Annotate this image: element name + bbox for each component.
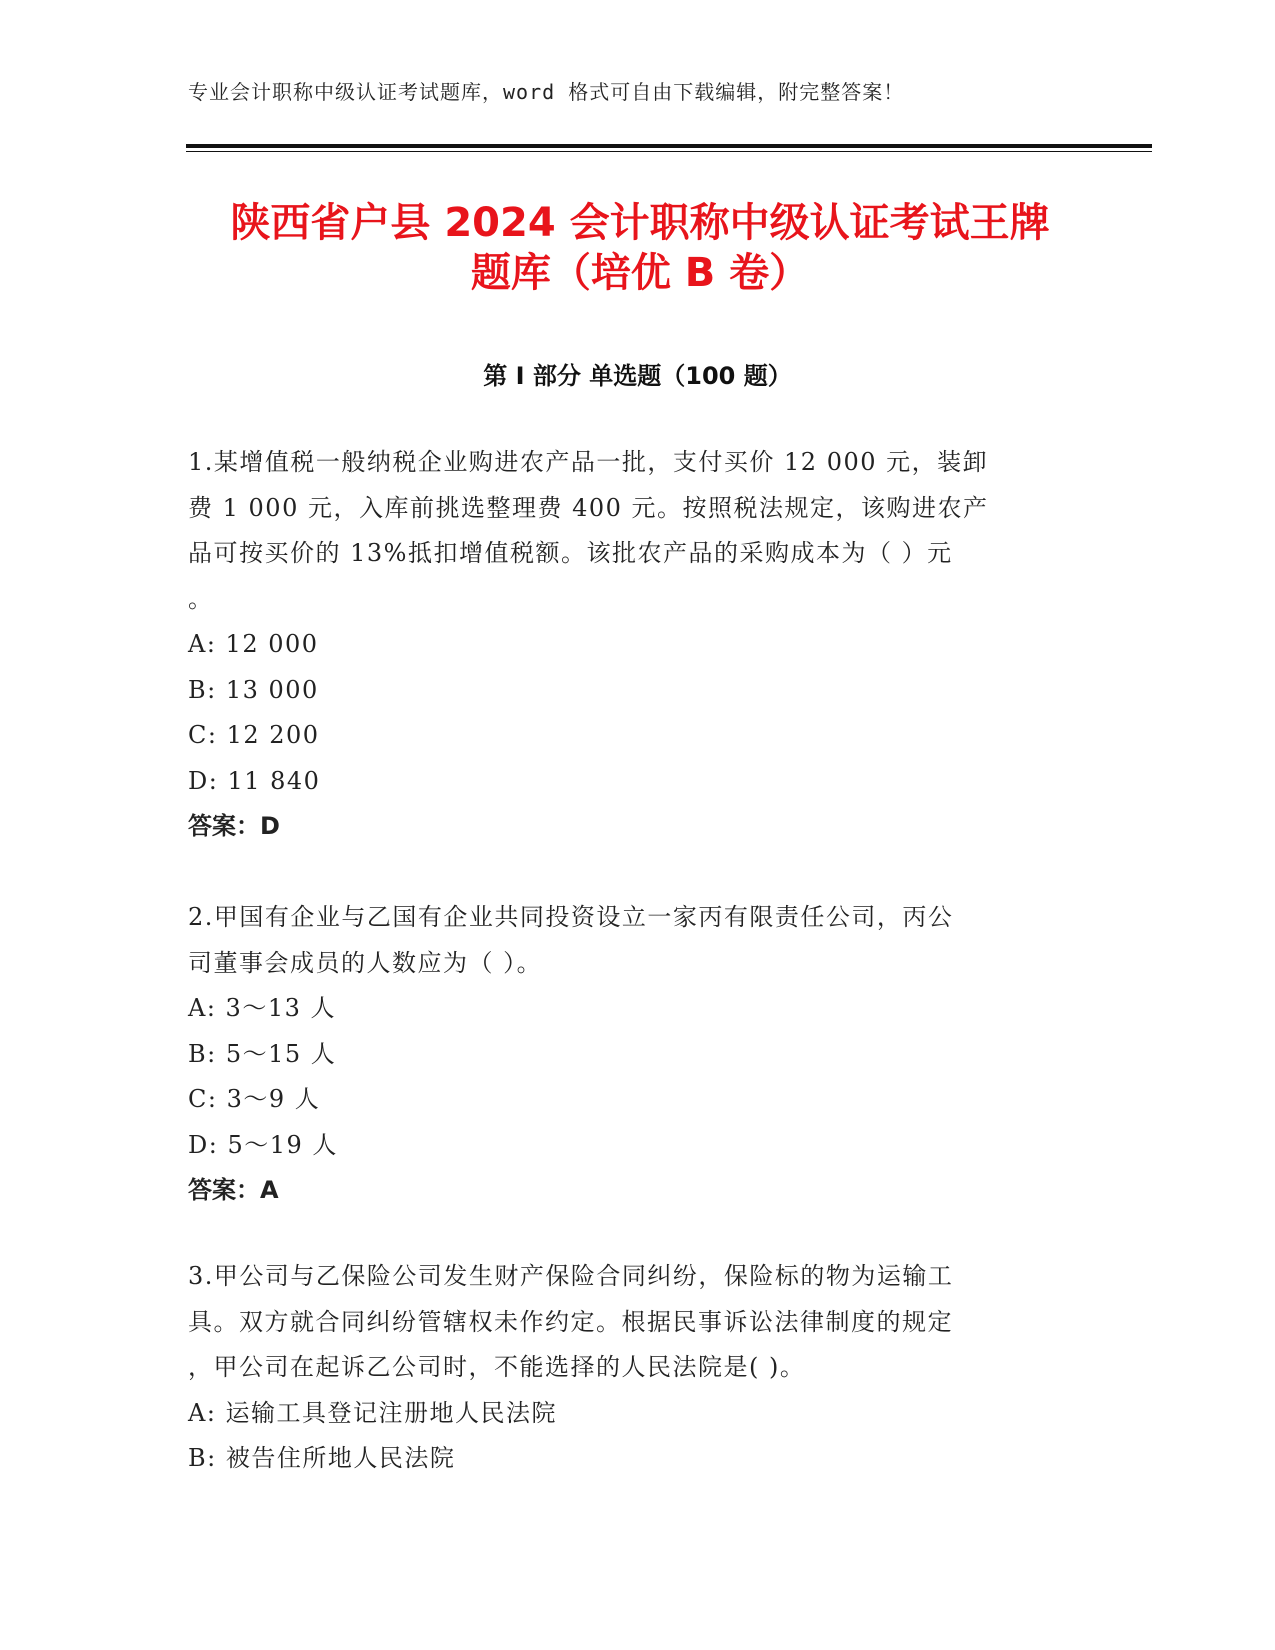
question-stem xyxy=(188,1254,1088,1391)
document-title-line-1: 陕西省户县 2024 会计职称中级认证考试王牌 xyxy=(230,200,1050,246)
answer: 答案：A xyxy=(188,1176,279,1204)
question-stem-line: 具。双方就合同纠纷管辖权未作约定。根据民事诉讼法律制度的规定 xyxy=(188,1307,953,1336)
header-rule-thin xyxy=(186,151,1152,152)
question-stem-line: 司董事会成员的人数应为（ ）。 xyxy=(188,948,543,977)
document-title-line-2: 题库（培优 B 卷） xyxy=(470,250,810,296)
option-a: A: 3～13 人 xyxy=(188,994,336,1022)
option-d: D: 11 840 xyxy=(188,766,321,795)
option-a: A: 运输工具登记注册地人民法院 xyxy=(188,1398,558,1427)
question-stem xyxy=(188,895,1088,986)
question-stem xyxy=(188,440,1088,622)
question-stem-line: ，甲公司在起诉乙公司时，不能选择的人民法院是( )。 xyxy=(188,1353,806,1381)
question-2 xyxy=(188,895,1088,1214)
document-title xyxy=(160,198,1120,298)
option-d: D: 5～19 人 xyxy=(188,1130,338,1159)
question-3 xyxy=(188,1254,1088,1482)
question-stem-line: 。 xyxy=(188,584,214,613)
question-stem-line: 1.某增值税一般纳税企业购进农产品一批，支付买价 12 000 元，装卸 xyxy=(188,448,989,476)
option-b: B: 5～15 人 xyxy=(188,1039,337,1068)
option-b: B: 被告住所地人民法院 xyxy=(188,1444,456,1472)
question-1 xyxy=(188,440,1088,850)
header-rule-thick xyxy=(186,144,1152,148)
option-a: A: 12 000 xyxy=(188,630,319,658)
option-c: C: 12 200 xyxy=(188,721,320,749)
question-stem-line: 3.甲公司与乙保险公司发生财产保险合同纠纷，保险标的物为运输工 xyxy=(188,1262,954,1290)
question-stem-line: 2.甲国有企业与乙国有企业共同投资设立一家丙有限责任公司，丙公 xyxy=(188,903,954,931)
section-title: 第 I 部分 单选题（100 题） xyxy=(483,362,792,390)
question-stem-line: 品可按买价的 13%抵扣增值税额。该批农产品的采购成本为（ ）元 xyxy=(188,539,953,567)
answer: 答案：D xyxy=(188,812,280,840)
header-note: 专业会计职称中级认证考试题库，word 格式可自由下载编辑，附完整答案！ xyxy=(188,80,905,104)
option-c: C: 3～9 人 xyxy=(188,1085,321,1113)
option-b: B: 13 000 xyxy=(188,675,319,704)
question-stem-line: 费 1 000 元，入库前挑选整理费 400 元。按照税法规定，该购进农产 xyxy=(188,493,989,522)
